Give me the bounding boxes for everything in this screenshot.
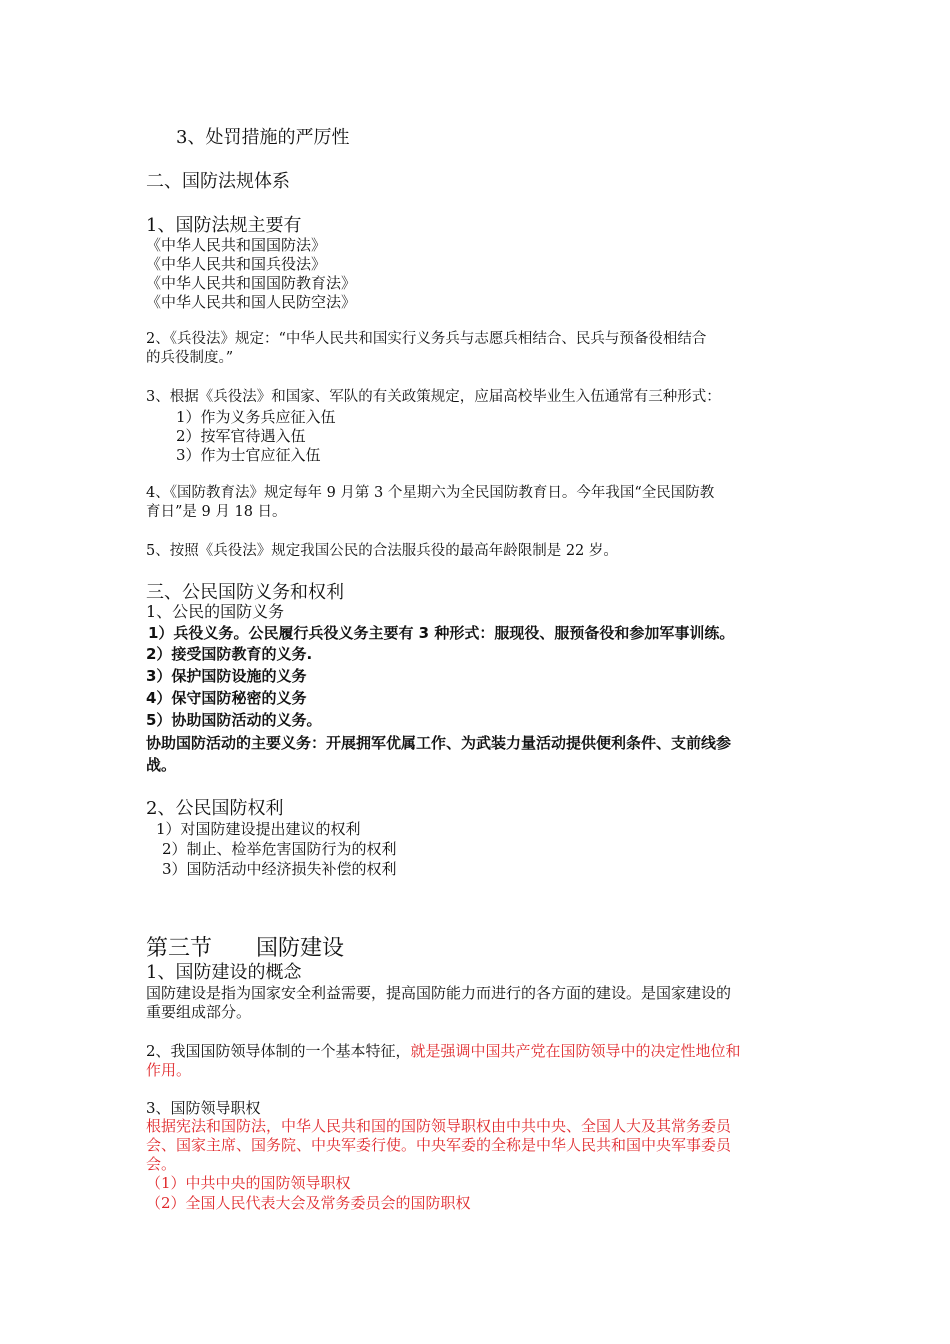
enlistment-form: 3）作为士官应征入伍 — [176, 446, 321, 464]
duty-item: 2）接受国防教育的义务. — [146, 645, 313, 663]
leadership-powers-text: 会、国家主席、国务院、中央军委行使。中央军委的全称是中华人民共和国中央军事委员 — [146, 1136, 732, 1154]
section-heading-duties-rights: 三、公民国防义务和权利 — [146, 582, 344, 603]
enlistment-form: 2）按军官待遇入伍 — [176, 427, 306, 445]
leadership-powers-heading: 3、国防领导职权 — [146, 1099, 261, 1117]
leadership-feature-highlight-cont: 作用。 — [146, 1061, 192, 1079]
graduate-enlistment-text: 3、根据《兵役法》和国家、军队的有关政策规定，应届高校毕业生入伍通常有三种形式： — [146, 389, 721, 405]
military-service-law-quote-cont: 的兵役制度。” — [146, 350, 234, 366]
leadership-feature-text — [146, 1042, 741, 1060]
leadership-feature-highlight: 就是强调中国共产党在国防领导中的决定性地位和 — [410, 1042, 741, 1060]
law-item: 《中华人民共和国国防教育法》 — [146, 274, 357, 292]
right-item: 3）国防活动中经济损失补偿的权利 — [162, 860, 397, 878]
duty-item: 1）兵役义务。公民履行兵役义务主要有 3 种形式：服现役、服预备役和参加军事训练。 — [148, 624, 735, 642]
leadership-feature-prefix: 2、我国国防领导体制的一个基本特征， — [146, 1042, 411, 1060]
leadership-power-item: （2）全国人民代表大会及常务委员会的国防职权 — [146, 1194, 471, 1212]
duties-heading: 1、公民的国防义务 — [146, 602, 285, 621]
rights-heading: 2、公民国防权利 — [146, 798, 284, 819]
chapter-title-text: 国防建设 — [256, 936, 345, 961]
max-age-text: 5、按照《兵役法》规定我国公民的合法服兵役的最高年龄限制是 22 岁。 — [146, 543, 618, 559]
military-service-law-quote: 2、《兵役法》规定：“中华人民共和国实行义务兵与志愿兵相结合、民兵与预备役相结合 — [146, 331, 707, 347]
education-day-text: 4、《国防教育法》规定每年 9 月第 3 个星期六为全民国防教育日。今年我国“全民国防教 — [146, 485, 715, 501]
penalty-item-3: 3、处罚措施的严厉性 — [176, 127, 350, 148]
duty-item: 3）保护国防设施的义务 — [146, 667, 307, 685]
law-item: 《中华人民共和国人民防空法》 — [146, 293, 357, 311]
concept-text-cont: 重要组成部分。 — [146, 1003, 252, 1021]
leadership-powers-text: 根据宪法和国防法，中华人民共和国的国防领导职权由中共中央、全国人大及其常务委员 — [146, 1117, 732, 1135]
duty-item: 4）保守国防秘密的义务 — [146, 689, 307, 707]
laws-heading: 1、国防法规主要有 — [146, 215, 302, 236]
section-heading-law-system: 二、国防法规体系 — [146, 171, 290, 192]
chapter-title: 第三节 — [146, 936, 213, 961]
law-item: 《中华人民共和国国防法》 — [146, 236, 327, 254]
assist-duties-text-cont: 战。 — [146, 756, 177, 774]
education-day-text-cont: 育日”是 9 月 18 日。 — [146, 504, 287, 520]
concept-heading: 1、国防建设的概念 — [146, 962, 302, 983]
right-item: 2）制止、检举危害国防行为的权利 — [162, 840, 397, 858]
concept-text: 国防建设是指为国家安全利益需要，提高国防能力而进行的各方面的建设。是国家建设的 — [146, 984, 732, 1002]
right-item: 1）对国防建设提出建议的权利 — [156, 820, 361, 838]
leadership-powers-text: 会。 — [146, 1155, 177, 1173]
duty-item: 5）协助国防活动的义务。 — [146, 711, 322, 729]
law-item: 《中华人民共和国兵役法》 — [146, 255, 327, 273]
leadership-power-item: （1）中共中央的国防领导职权 — [146, 1174, 351, 1192]
assist-duties-text: 协助国防活动的主要义务：开展拥军优属工作、为武装力量活动提供便利条件、支前线参 — [146, 734, 732, 752]
enlistment-form: 1）作为义务兵应征入伍 — [176, 408, 336, 426]
